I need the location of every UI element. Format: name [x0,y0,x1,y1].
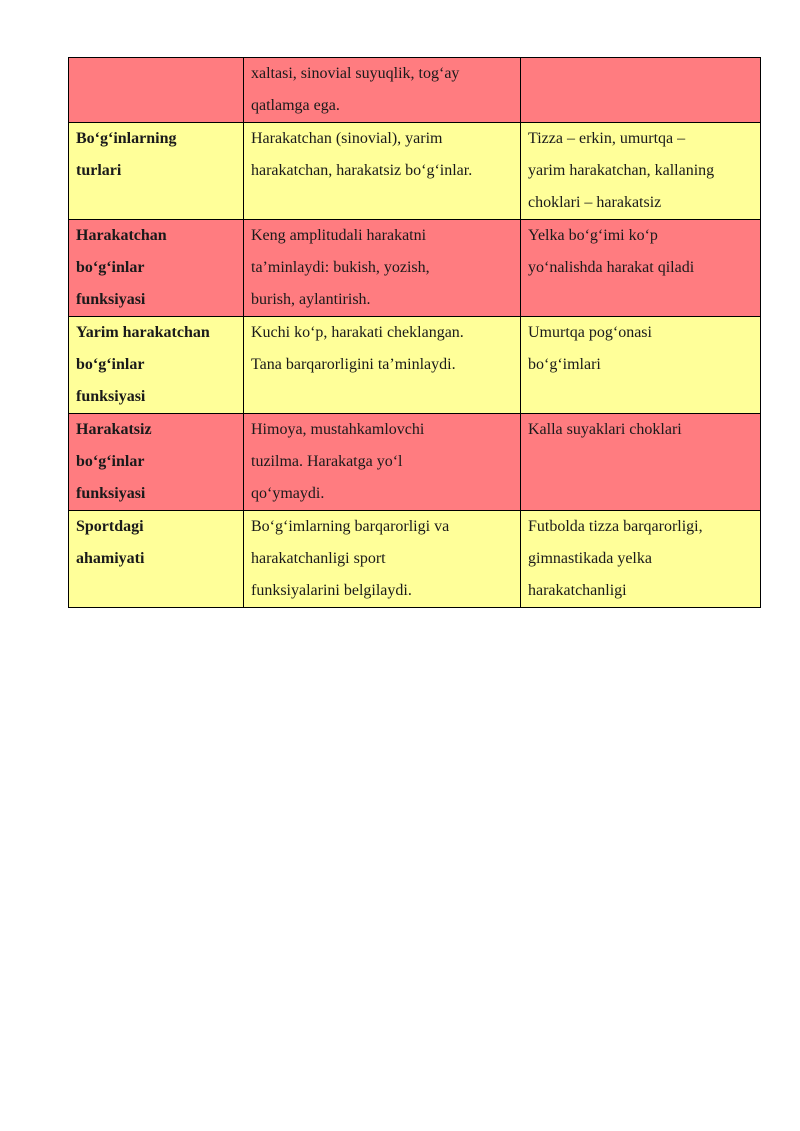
example-cell [521,220,761,317]
cell-text-line: Yarim harakatchan [76,324,210,341]
cell-text-line: burish, aylantirish. [251,291,371,308]
cell-text-line: ahamiyati [76,550,145,567]
description-cell [244,511,521,608]
cell-text-line: gimnastikada yelka [528,550,652,567]
table-row [69,511,761,608]
example-cell [521,511,761,608]
description-cell [244,414,521,511]
cell-text-line: tuzilma. Harakatga yo‘l [251,453,403,470]
row-header-cell [69,220,244,317]
description-cell [244,58,521,123]
cell-text-line: Umurtqa pog‘onasi [528,324,652,341]
table-row [69,123,761,220]
cell-text-line: Harakatchan (sinovial), yarim [251,130,443,147]
cell-text-line: Kuchi ko‘p, harakati cheklangan. [251,324,464,341]
cell-text-line: Harakatsiz [76,421,152,438]
cell-text-line: choklari – harakatsiz [528,194,662,211]
cell-text-line: harakatchanligi sport [251,550,386,567]
cell-text-line: Bo‘g‘inlarning [76,130,177,147]
cell-text-line: Harakatchan [76,227,167,244]
row-header-cell [69,123,244,220]
description-cell [244,220,521,317]
cell-text-line: bo‘g‘inlar [76,259,145,276]
cell-text-line: ta’minlaydi: bukish, yozish, [251,259,430,276]
cell-text-line: turlari [76,162,122,179]
cell-text-line: harakatchan, harakatsiz bo‘g‘inlar. [251,162,473,179]
description-cell [244,123,521,220]
cell-text-line: funksiyasi [76,485,146,502]
example-cell [521,414,761,511]
description-cell [244,317,521,414]
cell-text-line: qatlamga ega. [251,97,340,114]
table-row [69,220,761,317]
cell-text-line: funksiyalarini belgilaydi. [251,582,412,599]
cell-text-line: Tana barqarorligini ta’minlaydi. [251,356,456,373]
cell-text-line: Keng amplitudali harakatni [251,227,427,244]
example-cell [521,58,761,123]
cell-text-line: yarim harakatchan, kallaning [528,162,715,179]
cell-text-line: qo‘ymaydi. [251,485,325,502]
example-cell [521,317,761,414]
cell-text-line: bo‘g‘inlar [76,356,145,373]
table-row [69,317,761,414]
cell-text-line: Bo‘g‘imlarning barqarorligi va [251,518,450,535]
row-header-cell [69,414,244,511]
cell-text-line: Kalla suyaklari choklari [528,421,682,438]
cell-text-line: bo‘g‘inlar [76,453,145,470]
cell-text-line: funksiyasi [76,291,146,308]
cell-text-line: Himoya, mustahkamlovchi [251,421,425,438]
cell-text-line: harakatchanligi [528,582,627,599]
row-header-cell [69,511,244,608]
table-body [69,58,761,608]
table-row [69,414,761,511]
row-header-cell [69,58,244,123]
cell-text-line: bo‘g‘imlari [528,356,601,373]
cell-text-line: Yelka bo‘g‘imi ko‘p [528,227,658,244]
comparison-table [68,57,761,608]
cell-text-line: funksiyasi [76,388,146,405]
cell-text-line: Futbolda tizza barqarorligi, [528,518,703,535]
cell-text-line: Sportdagi [76,518,144,535]
row-header-cell [69,317,244,414]
cell-text-line: Tizza – erkin, umurtqa – [528,130,686,147]
cell-text-line: yo‘nalishda harakat qiladi [528,259,695,276]
example-cell [521,123,761,220]
table-row [69,58,761,123]
cell-text-line: xaltasi, sinovial suyuqlik, tog‘ay [251,65,460,82]
